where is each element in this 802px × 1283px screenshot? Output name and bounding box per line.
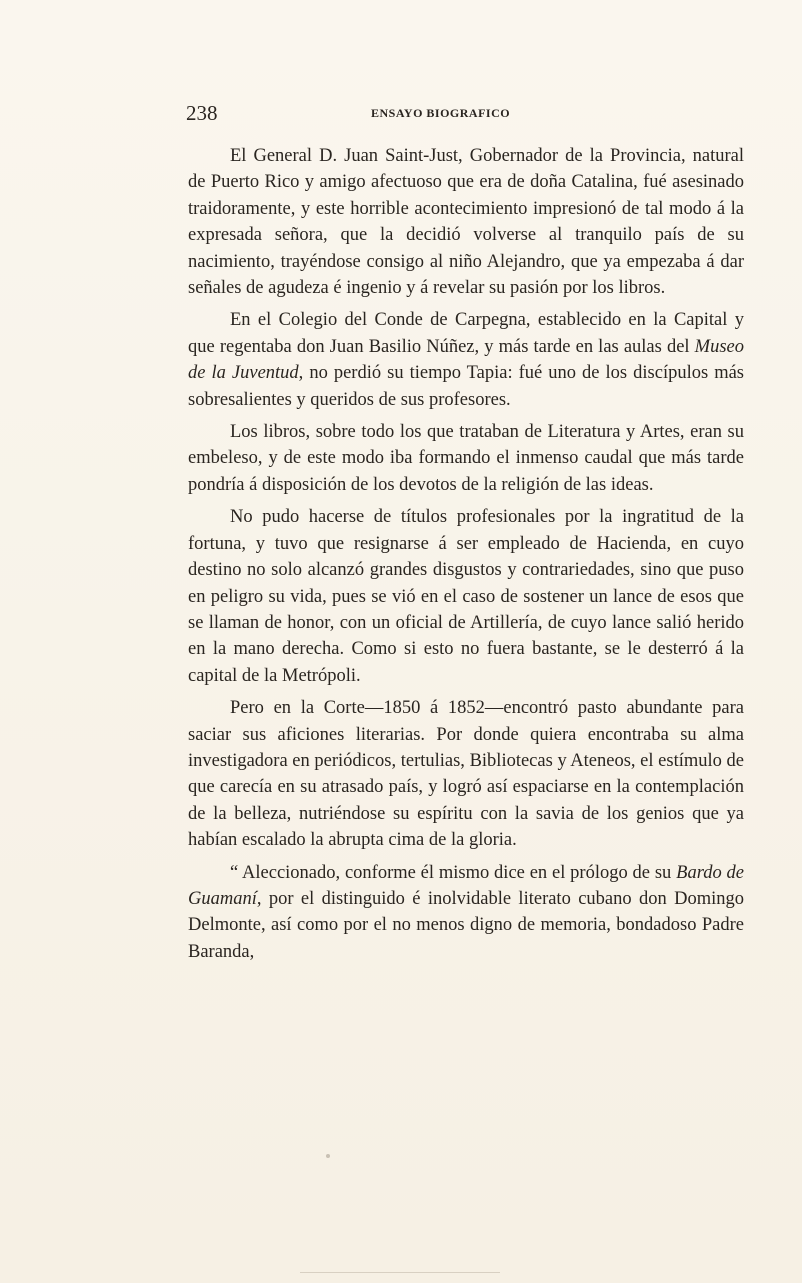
page-number: 238 <box>186 101 218 125</box>
paragraph-2 <box>188 307 744 413</box>
paragraph-3: Los libros, sobre todo los que trataban de Literatura y Artes, eran su embeleso, y de este modo iba formando el inmenso caudal que más tarde pondría á disposición de los devotos de la religión de las ideas. <box>188 422 744 495</box>
paragraph-2-part-2: , no perdió su tiempo Tapia: fué uno de los discípulos más sobresalientes y queridos de sus profesores. <box>188 363 744 410</box>
page-bottom-edge <box>300 1272 500 1273</box>
paragraph-6-italic-title: Bardo de Guamaní <box>188 862 744 909</box>
paragraph-6-part-2: , por el distinguido é inolvidable literato cubano don Domingo Delmonte, así como por el no menos digno de memoria, bondadoso Padre Baranda, <box>188 888 744 962</box>
paragraph-1: El General D. Juan Saint-Just, Gobernador de la Provincia, natural de Puerto Rico y amigo afectuoso que era de doña Catalina, fué asesinado traidoramente, y este horrible acontecimiento impresionó de tal modo á la expresada señora, que la decidió volverse al tranquilo país de su nacimiento, trayéndose consigo al niño Alejandro, que ya empezaba á dar señales de agudeza é ingenio y á revelar su pasión por los libros. <box>188 146 744 299</box>
paper-speck <box>326 1154 330 1158</box>
paragraph-2-part-1: En el Colegio del Conde de Carpegna, establecido en la Capital y que regentaba don Juan Basilio Núñez, y más tarde en las aulas del <box>188 310 744 357</box>
paragraph-2-italic-title: Museo de la Juventud <box>188 336 744 384</box>
body-text <box>188 143 744 971</box>
page-header <box>186 100 748 130</box>
paragraph-6 <box>188 860 744 966</box>
paragraph-6-part-1: “ Aleccionado, conforme él mismo dice en el prólogo de su <box>230 862 677 883</box>
running-head: ENSAYO BIOGRAFICO <box>371 106 511 120</box>
paragraph-4: No pudo hacerse de títulos profesionales por la ingratitud de la fortuna, y tuvo que resignarse á ser empleado de Hacienda, en cuyo destino no solo alcanzó grandes disgustos y contrariedades, sino que puso en peligro su vida, pues se vió en el caso de sostener un lance de esos que se llaman de honor, con un oficial de Artillería, de cuyo lance salió herido en la mano derecha. Como si esto no fuera bastante, se le desterró á la capital de la Metrópoli. <box>188 507 744 686</box>
paragraph-5: Pero en la Corte—1850 á 1852—encontró pasto abundante para saciar sus aficiones literarias. Por donde quiera encontraba su alma investigadora en periódicos, tertulias, Bibliotecas y Ateneos, el estímulo de que carecía en su atrasado país, y logró así espaciarse en la contemplación de la belleza, nutriéndose su espíritu con la savia de los genios que ya habían escalado la abrupta cima de la gloria. <box>188 698 744 851</box>
